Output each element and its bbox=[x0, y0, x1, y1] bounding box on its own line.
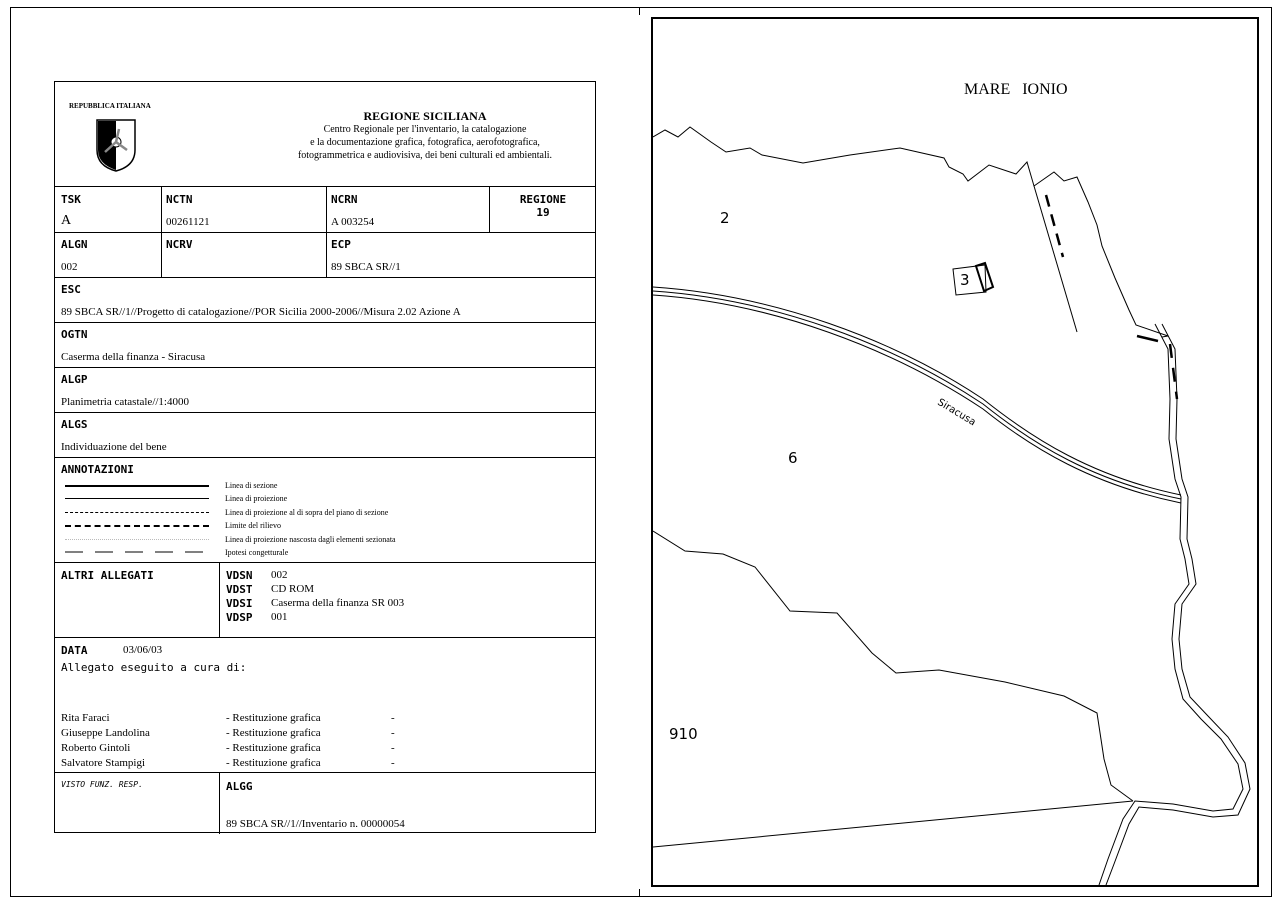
street-label: Siracusa bbox=[935, 397, 978, 429]
person-2-dash: - bbox=[391, 727, 395, 739]
ncrv-label: NCRV bbox=[166, 238, 193, 251]
legend-text-6: Ipotesi congetturale bbox=[225, 548, 289, 557]
annotazioni-label: ANNOTAZIONI bbox=[61, 463, 134, 476]
parcel-3-label: 3 bbox=[960, 271, 970, 289]
person-1-dash: - bbox=[391, 712, 395, 724]
fold-mark-bottom bbox=[639, 889, 640, 897]
regione-label: REGIONE bbox=[519, 193, 567, 206]
center-line-2: e la documentazione grafica, fotografica, aerofotografica, bbox=[310, 137, 540, 148]
algp-value: Planimetria catastale//1:4000 bbox=[61, 396, 189, 408]
tsk-value: A bbox=[61, 213, 72, 228]
ogtn-value: Caserma della finanza - Siracusa bbox=[61, 351, 206, 363]
person-3-role: - Restituzione grafica bbox=[226, 742, 321, 754]
legend-text-2: Linea di proiezione bbox=[225, 494, 288, 503]
legend-text-3: Linea di proiezione al di sopra del piano di sezione bbox=[225, 508, 389, 517]
person-4-name: Salvatore Stampigi bbox=[61, 757, 146, 769]
data-value: 03/06/03 bbox=[123, 644, 163, 656]
vdsn-key: VDSN bbox=[226, 569, 253, 582]
cadastral-map bbox=[651, 17, 1259, 887]
ncrn-value: A 003254 bbox=[331, 216, 375, 228]
algs-value: Individuazione del bene bbox=[61, 441, 167, 453]
legend-line-projection bbox=[65, 498, 209, 499]
center-line-1: Centro Regionale per l'inventario, la catalogazione bbox=[323, 124, 527, 135]
person-4-dash: - bbox=[391, 757, 395, 769]
vdsi-key: VDSI bbox=[226, 597, 253, 610]
algn-label: ALGN bbox=[61, 238, 88, 251]
ogtn-label: OGTN bbox=[61, 328, 88, 341]
vdsp-value: 001 bbox=[271, 611, 288, 623]
sea-label: MARE IONIO bbox=[964, 81, 1068, 98]
vdst-value: CD ROM bbox=[271, 583, 315, 595]
region-title: REGIONE SICILIANA bbox=[363, 109, 487, 123]
legend-line-hidden bbox=[65, 539, 209, 540]
nctn-value: 00261121 bbox=[166, 216, 210, 228]
person-1-role: - Restituzione grafica bbox=[226, 712, 321, 724]
legend-text-5: Linea di proiezione nascosta dagli elementi sezionata bbox=[225, 535, 396, 544]
legend-line-limit bbox=[65, 525, 209, 527]
tsk-label: TSK bbox=[61, 193, 81, 206]
sicily-emblem-icon bbox=[95, 118, 137, 172]
person-3-name: Roberto Gintoli bbox=[61, 742, 131, 754]
algg-label: ALGG bbox=[226, 780, 253, 793]
person-3-dash: - bbox=[391, 742, 395, 754]
regione-value: 19 bbox=[536, 206, 550, 219]
map-drawing bbox=[653, 19, 1257, 885]
parcel-910-label: 910 bbox=[669, 725, 698, 743]
nctn-label: NCTN bbox=[166, 193, 193, 206]
fold-mark-top bbox=[639, 7, 640, 15]
parcel-2-label: 2 bbox=[720, 209, 730, 227]
person-2-role: - Restituzione grafica bbox=[226, 727, 321, 739]
algn-value: 002 bbox=[61, 261, 78, 273]
legend-text-4: Limite del rilievo bbox=[225, 521, 281, 530]
legend-line-conjectural bbox=[65, 550, 211, 554]
altri-allegati-label: ALTRI ALLEGATI bbox=[61, 569, 154, 582]
esc-value: 89 SBCA SR//1//Progetto di catalogazione//POR Sicilia 2000-2006//Misura 2.02 Azione A bbox=[61, 306, 461, 318]
algg-value: 89 SBCA SR//1//Inventario n. 00000054 bbox=[226, 818, 405, 830]
parcel-6-label: 6 bbox=[788, 449, 798, 467]
ecp-value: 89 SBCA SR//1 bbox=[331, 261, 401, 273]
vdsn-value: 002 bbox=[271, 569, 288, 581]
catalog-form bbox=[54, 81, 596, 833]
person-2-name: Giuseppe Landolina bbox=[61, 727, 150, 739]
ecp-label: ECP bbox=[331, 238, 351, 251]
data-label: DATA bbox=[61, 644, 88, 657]
esc-label: ESC bbox=[61, 283, 81, 296]
vdst-key: VDST bbox=[226, 583, 253, 596]
legend-line-above bbox=[65, 512, 209, 513]
legend-line-section bbox=[65, 485, 209, 487]
vdsi-value: Caserma della finanza SR 003 bbox=[271, 597, 405, 609]
algs-label: ALGS bbox=[61, 418, 88, 431]
republic-label: REPUBBLICA ITALIANA bbox=[69, 102, 151, 110]
data-subtitle: Allegato eseguito a cura di: bbox=[61, 661, 247, 674]
person-1-name: Rita Faraci bbox=[61, 712, 110, 724]
person-4-role: - Restituzione grafica bbox=[226, 757, 321, 769]
center-line-3: fotogrammetrica e audiovisiva, dei beni culturali ed ambientali. bbox=[297, 150, 553, 161]
visto-label: VISTO FUNZ. RESP. bbox=[61, 780, 143, 789]
legend-text-1: Linea di sezione bbox=[225, 481, 278, 490]
ncrn-label: NCRN bbox=[331, 193, 358, 206]
vdsp-key: VDSP bbox=[226, 611, 253, 624]
algp-label: ALGP bbox=[61, 373, 88, 386]
